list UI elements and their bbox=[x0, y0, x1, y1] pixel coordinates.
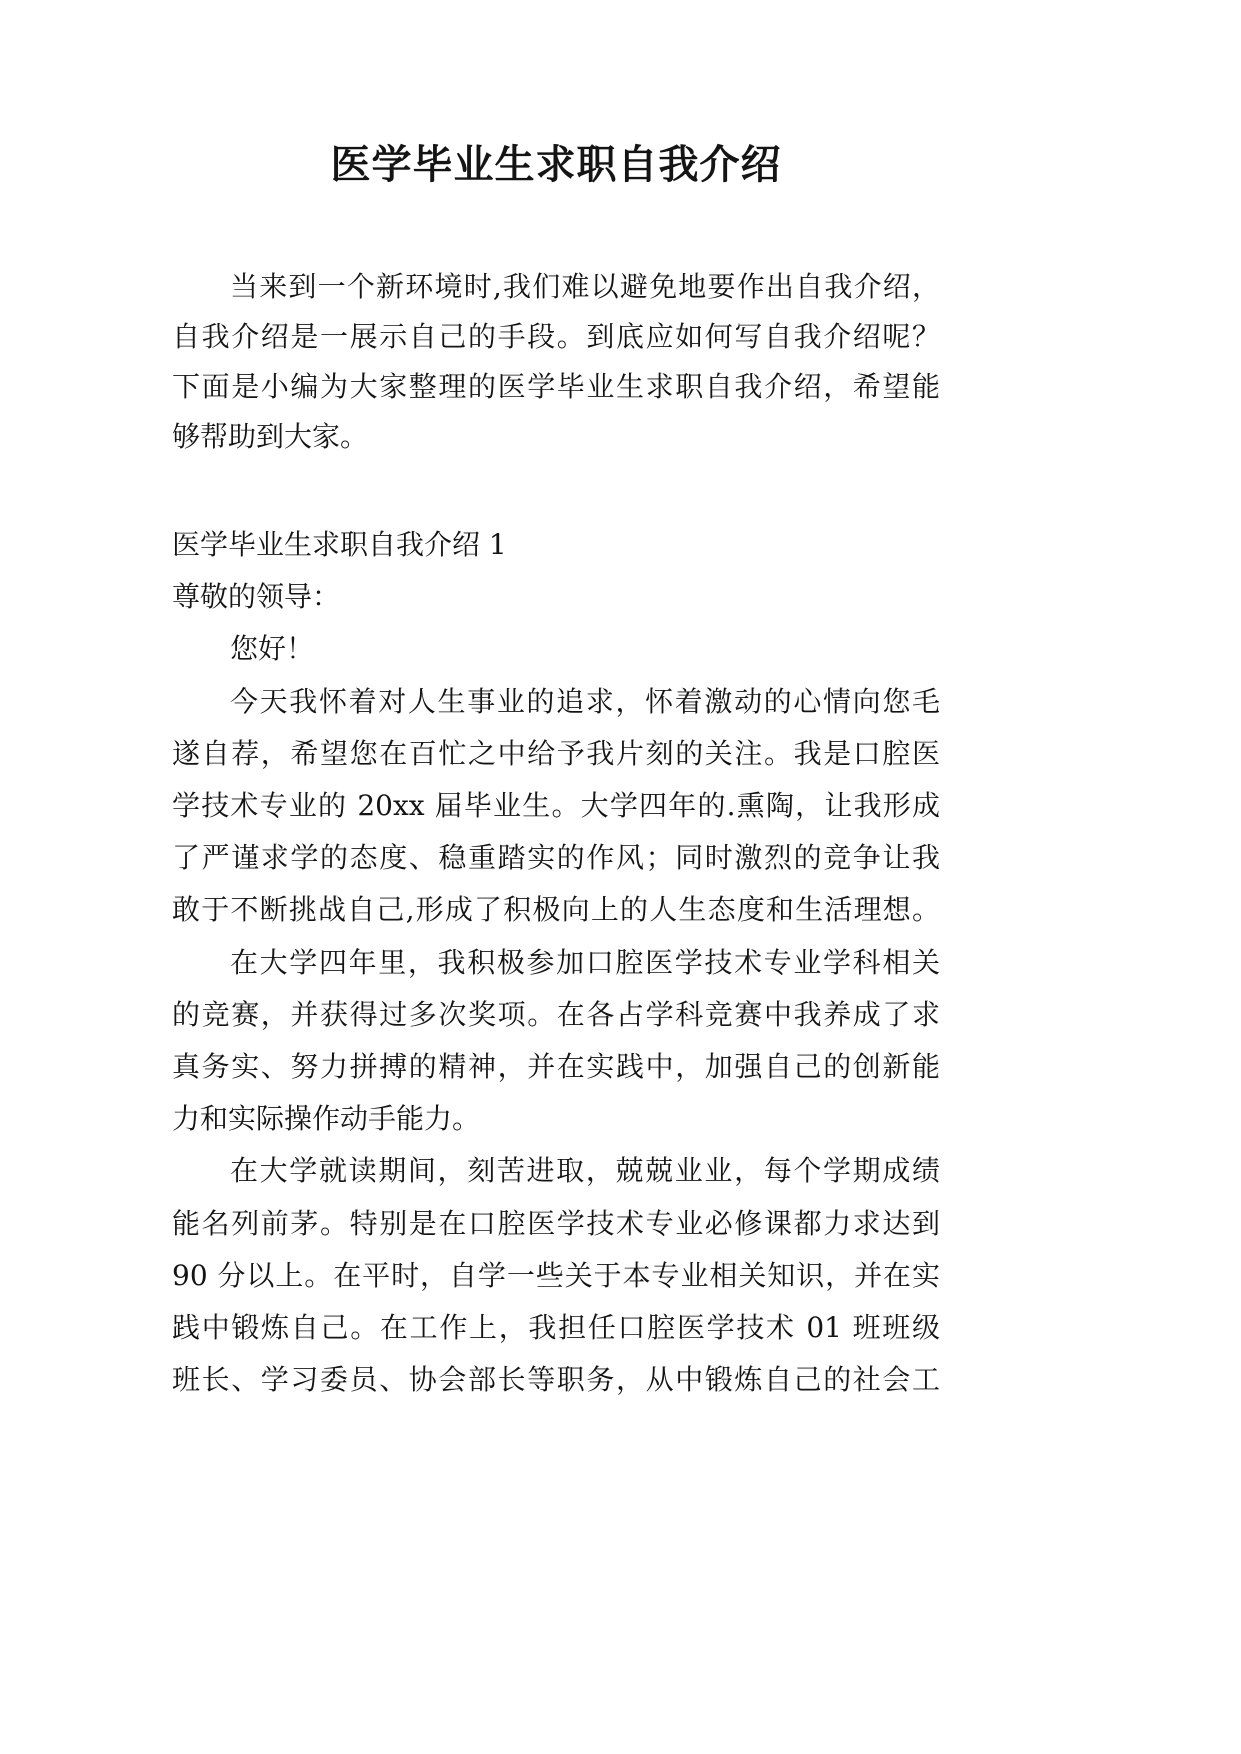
intro-line: 当来到一个新环境时,我们难以避免地要作出自我介绍， bbox=[230, 270, 940, 303]
paragraph-line: 了严谨求学的态度、稳重踏实的作风；同时激烈的竞争让我 bbox=[172, 841, 940, 875]
letter-salutation: 尊敬的领导： bbox=[172, 580, 341, 614]
letter-greeting: 您好！ bbox=[230, 632, 315, 666]
body-paragraph bbox=[172, 937, 940, 1146]
paragraph-line: 在大学就读期间，刻苦进取，兢兢业业，每个学期成绩 bbox=[230, 1154, 940, 1188]
paragraph-line: 在大学四年里，我积极参加口腔医学技术专业学科相关 bbox=[230, 945, 940, 979]
intro-paragraph bbox=[172, 262, 940, 462]
paragraph-line: 力和实际操作动手能力。 bbox=[172, 1102, 481, 1136]
paragraph-line: 敢于不断挑战自己,形成了积极向上的人生态度和生活理想。 bbox=[172, 893, 940, 927]
intro-line: 自我介绍是一展示自己的手段。到底应如何写自我介绍呢？ bbox=[172, 320, 940, 353]
paragraph-line: 能名列前茅。特别是在口腔医学技术专业必修课都力求达到 bbox=[172, 1206, 940, 1240]
section-heading: 医学毕业生求职自我介绍 1 bbox=[172, 528, 507, 561]
intro-line: 够帮助到大家。 bbox=[172, 420, 369, 453]
section-letter-1 bbox=[172, 519, 940, 1406]
intro-line: 下面是小编为大家整理的医学毕业生求职自我介绍，希望能 bbox=[172, 370, 940, 403]
paragraph-line: 践中锻炼自己。在工作上，我担任口腔医学技术 01 班班级 bbox=[172, 1311, 940, 1345]
paragraph-line: 遂自荐，希望您在百忙之中给予我片刻的关注。我是口腔医 bbox=[172, 736, 940, 770]
body-paragraph bbox=[172, 1145, 940, 1406]
paragraph-line: 学技术专业的 20xx 届毕业生。大学四年的.熏陶，让我形成 bbox=[172, 789, 940, 823]
body-paragraph bbox=[172, 676, 940, 937]
paragraph-line: 的竞赛，并获得过多次奖项。在各占学科竞赛中我养成了求 bbox=[172, 997, 940, 1031]
paragraph-line: 班长、学习委员、协会部长等职务，从中锻炼自己的社会工 bbox=[172, 1363, 940, 1397]
paragraph-line: 今天我怀着对人生事业的追求，怀着激动的心情向您毛 bbox=[230, 684, 940, 718]
document-title: 医学毕业生求职自我介绍 bbox=[330, 141, 782, 188]
paragraph-line: 真务实、努力拼搏的精神，并在实践中，加强自己的创新能 bbox=[172, 1050, 940, 1084]
paragraph-line: 90 分以上。在平时，自学一些关于本专业相关知识，并在实 bbox=[172, 1258, 940, 1292]
